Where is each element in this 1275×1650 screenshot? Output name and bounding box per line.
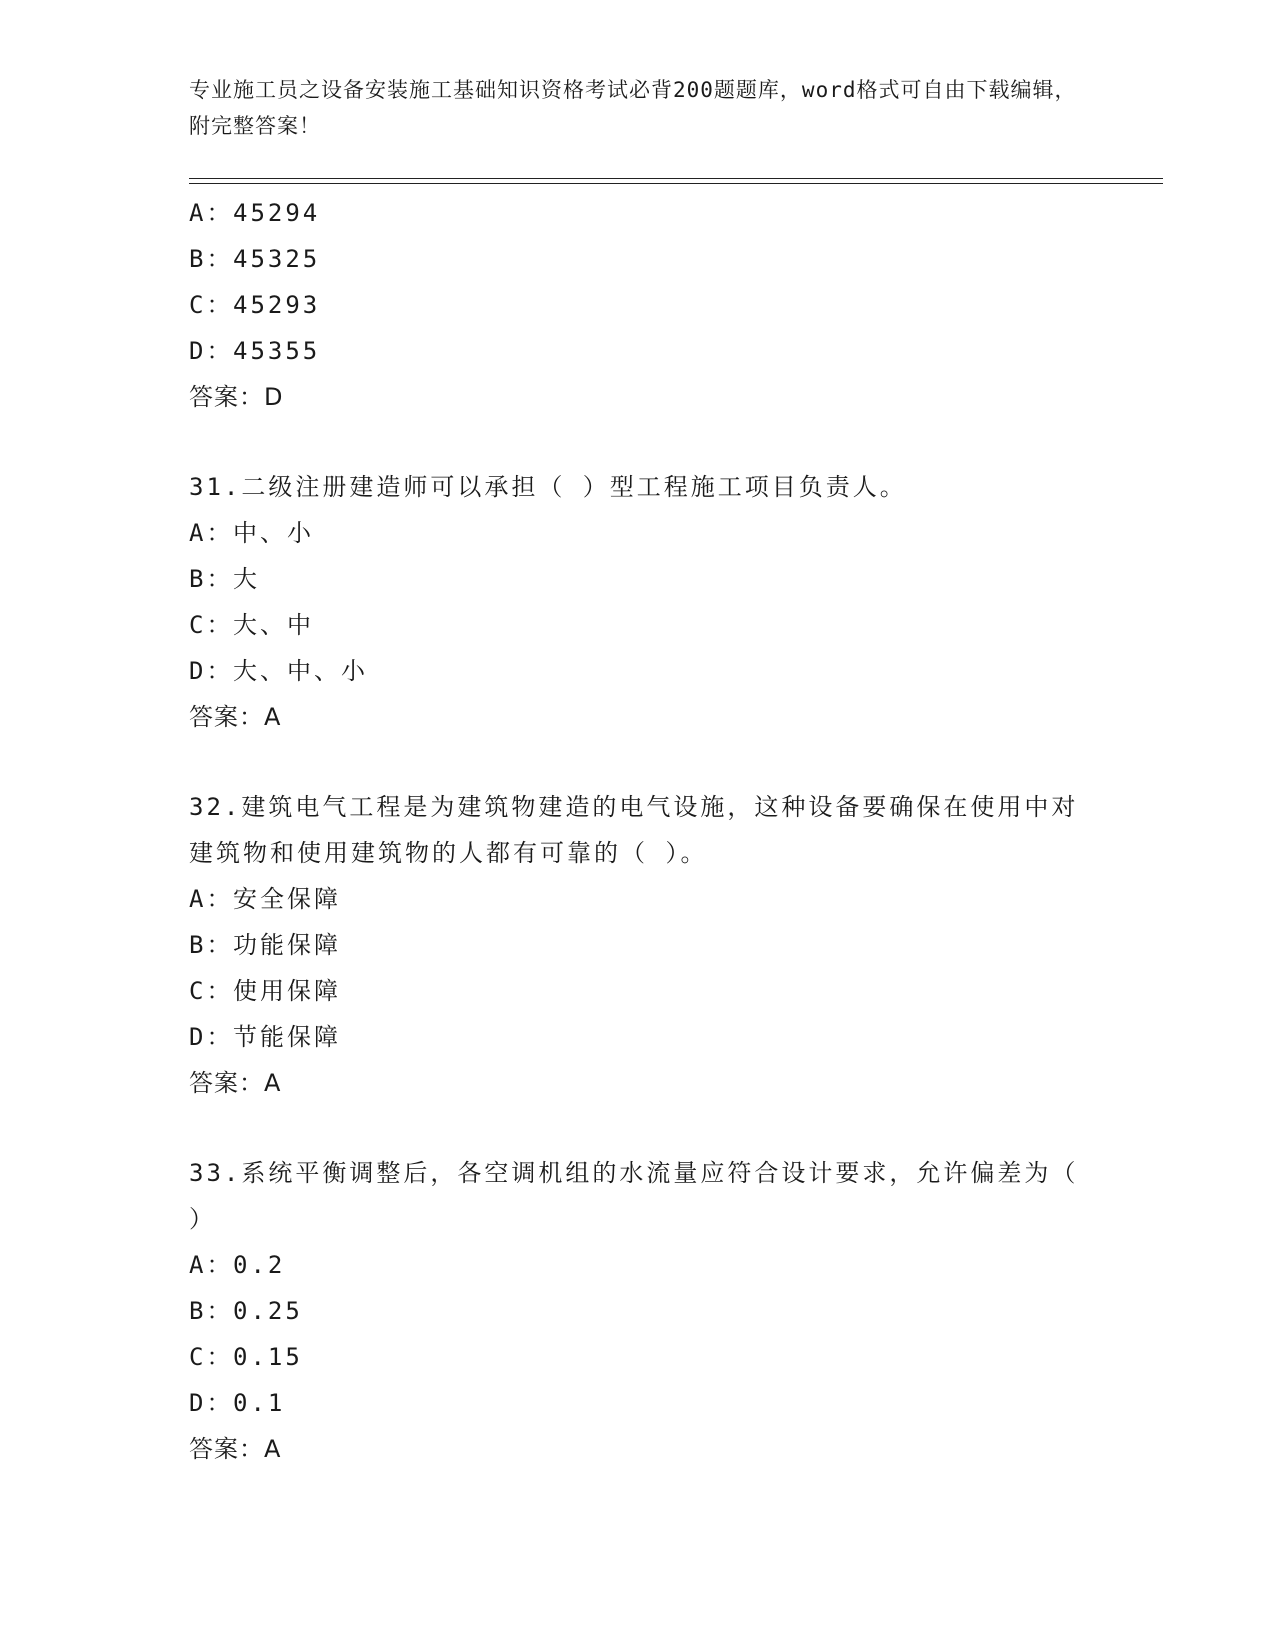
option-b: B：45325 — [189, 245, 321, 273]
question-block-31 — [189, 464, 1089, 740]
question-text: 31.二级注册建造师可以承担（ ）型工程施工项目负责人。 — [189, 473, 907, 501]
header-text: 专业施工员之设备安装施工基础知识资格考试必背200题题库，word格式可自由下载编辑，附完整答案！ — [189, 78, 1077, 138]
option-a: A：安全保障 — [189, 885, 341, 913]
answer-line: 答案：A — [189, 1435, 282, 1463]
answer-line: 答案：A — [189, 703, 282, 731]
question-text: 32.建筑电气工程是为建筑物建造的电气设施，这种设备要确保在使用中对建筑物和使用建筑物的人都有可靠的（ ）。 — [189, 793, 1079, 867]
option-d: D：大、中、小 — [189, 657, 368, 685]
option-a: A：0.2 — [189, 1251, 286, 1279]
option-c: C：45293 — [189, 291, 321, 319]
question-list — [189, 190, 1089, 1516]
option-a: A：45294 — [189, 199, 321, 227]
option-c: C：0.15 — [189, 1343, 303, 1371]
question-block-32 — [189, 784, 1089, 1106]
option-a: A：中、小 — [189, 519, 314, 547]
option-d: D：45355 — [189, 337, 321, 365]
option-b: B：0.25 — [189, 1297, 303, 1325]
header-divider-bottom — [189, 183, 1163, 184]
header-divider-top — [189, 178, 1163, 179]
question-text: 33.系统平衡调整后，各空调机组的水流量应符合设计要求，允许偏差为（ ） — [189, 1159, 1079, 1233]
option-c: C：大、中 — [189, 611, 314, 639]
option-d: D：0.1 — [189, 1389, 286, 1417]
option-b: B：功能保障 — [189, 931, 341, 959]
option-c: C：使用保障 — [189, 977, 341, 1005]
option-d: D：节能保障 — [189, 1023, 341, 1051]
option-b: B：大 — [189, 565, 260, 593]
answer-line: 答案：D — [189, 383, 284, 411]
question-block-33 — [189, 1150, 1089, 1472]
document-header — [189, 72, 1089, 144]
question-block-prev — [189, 190, 1089, 420]
answer-line: 答案：A — [189, 1069, 282, 1097]
